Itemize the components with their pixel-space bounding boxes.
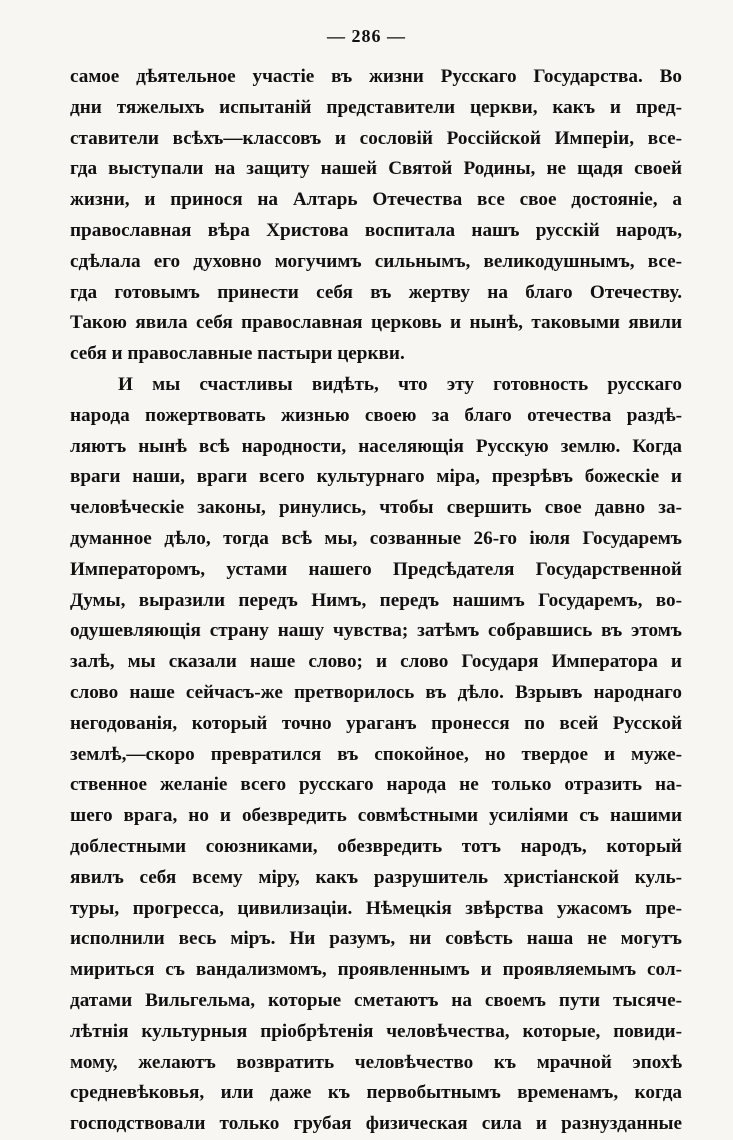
paragraph [70, 370, 682, 1140]
text-line: дни тяжелыхъ испытаній представители церкви, какъ и пред- [70, 96, 682, 118]
paragraph [70, 62, 682, 370]
text-line: самое дѣятельное участіе въ жизни Русскаго Государства. Во [70, 66, 682, 87]
text-line: жизни, и принося на Алтарь Отечества все свое достояніе, а [70, 189, 682, 211]
text-line: ственное желаніе всего русскаго народа не только отразить на- [70, 774, 682, 796]
text-line: православная вѣра Христова воспитала нашъ русскій народъ, [70, 219, 682, 241]
text-line: мому, желаютъ возвратить человѣчество къ мрачной эпохѣ [70, 1051, 682, 1073]
text-line: сдѣлала его духовно могучимъ сильнымъ, великодушнымъ, все- [70, 250, 682, 272]
text-line: негодованія, который точно ураганъ пронесся по всей Русской [70, 712, 682, 734]
text-line: Императоромъ, устами нашего Предсѣдателя Государственной [70, 558, 682, 580]
text-line: враги наши, враги всего культурнаго міра, презрѣвъ божескіе и [70, 466, 682, 488]
text-line: одушевляющія страну нашу чувства; затѣмъ собравшись въ этомъ [70, 620, 682, 642]
text-line: ляютъ нынѣ всѣ народности, населяющія Русскую землю. Когда [70, 435, 682, 457]
text-line: гда готовымъ принести себя въ жертву на благо Отечеству. [70, 281, 682, 303]
text-line: явилъ себя всему міру, какъ разрушитель христіанской куль- [70, 866, 682, 888]
text-line: думанное дѣло, тогда всѣ мы, созванные 26-го іюля Государемъ [70, 527, 682, 549]
text-line: шего врага, но и обезвредить совмѣстными усиліями съ нашими [70, 805, 682, 827]
text-line: себя и православные пастыри церкви. [70, 343, 405, 365]
text-line: мириться съ вандализмомъ, проявленнымъ и проявляемымъ сол- [70, 959, 682, 981]
text-line: средневѣковья, или даже къ первобытнымъ временамъ, когда [70, 1082, 682, 1104]
text-line: Думы, выразили передъ Нимъ, передъ нашимъ Государемъ, во- [70, 589, 682, 611]
text-line: туры, прогресса, цивилизаціи. Нѣмецкія звѣрства ужасомъ пре- [70, 897, 682, 919]
text-line: доблестными союзниками, обезвредить тотъ народъ, который [70, 835, 682, 857]
text-line: исполнили весь міръ. Ни разумъ, ни совѣсть наша не могутъ [70, 928, 682, 950]
text-line: лѣтнія культурныя пріобрѣтенія человѣчества, которые, повиди- [70, 1020, 682, 1042]
text-line: господствовали только грубая физическая сила и разнузданные [70, 1113, 682, 1135]
text-line: Такою явила себя православная церковь и нынѣ, таковыми явили [70, 312, 682, 334]
text-line: слово наше сейчасъ-же претворилось въ дѣло. Взрывъ народнаго [70, 681, 682, 703]
page-number: — 286 — [327, 26, 406, 46]
document-body [70, 62, 682, 1140]
text-line: народа пожертвовать жизнью своею за благо отечества раздѣ- [70, 404, 682, 426]
text-line: И мы счастливы видѣть, что эту готовность русскаго [118, 373, 682, 395]
text-line: гда выступали на защиту нашей Святой Родины, не щадя своей [70, 158, 682, 180]
text-line: датами Вильгельма, которые сметаютъ на своемъ пути тысяче- [70, 989, 682, 1011]
text-line: землѣ,—скоро превратился въ спокойное, но твердое и муже- [70, 743, 682, 765]
text-line: залѣ, мы сказали наше слово; и слово Государя Императора и [70, 651, 682, 673]
text-line: ставители всѣхъ—классовъ и сословій Россійской Имперіи, все- [70, 127, 682, 149]
text-line: человѣческіе законы, ринулись, чтобы свершить свое давно за- [70, 497, 682, 519]
